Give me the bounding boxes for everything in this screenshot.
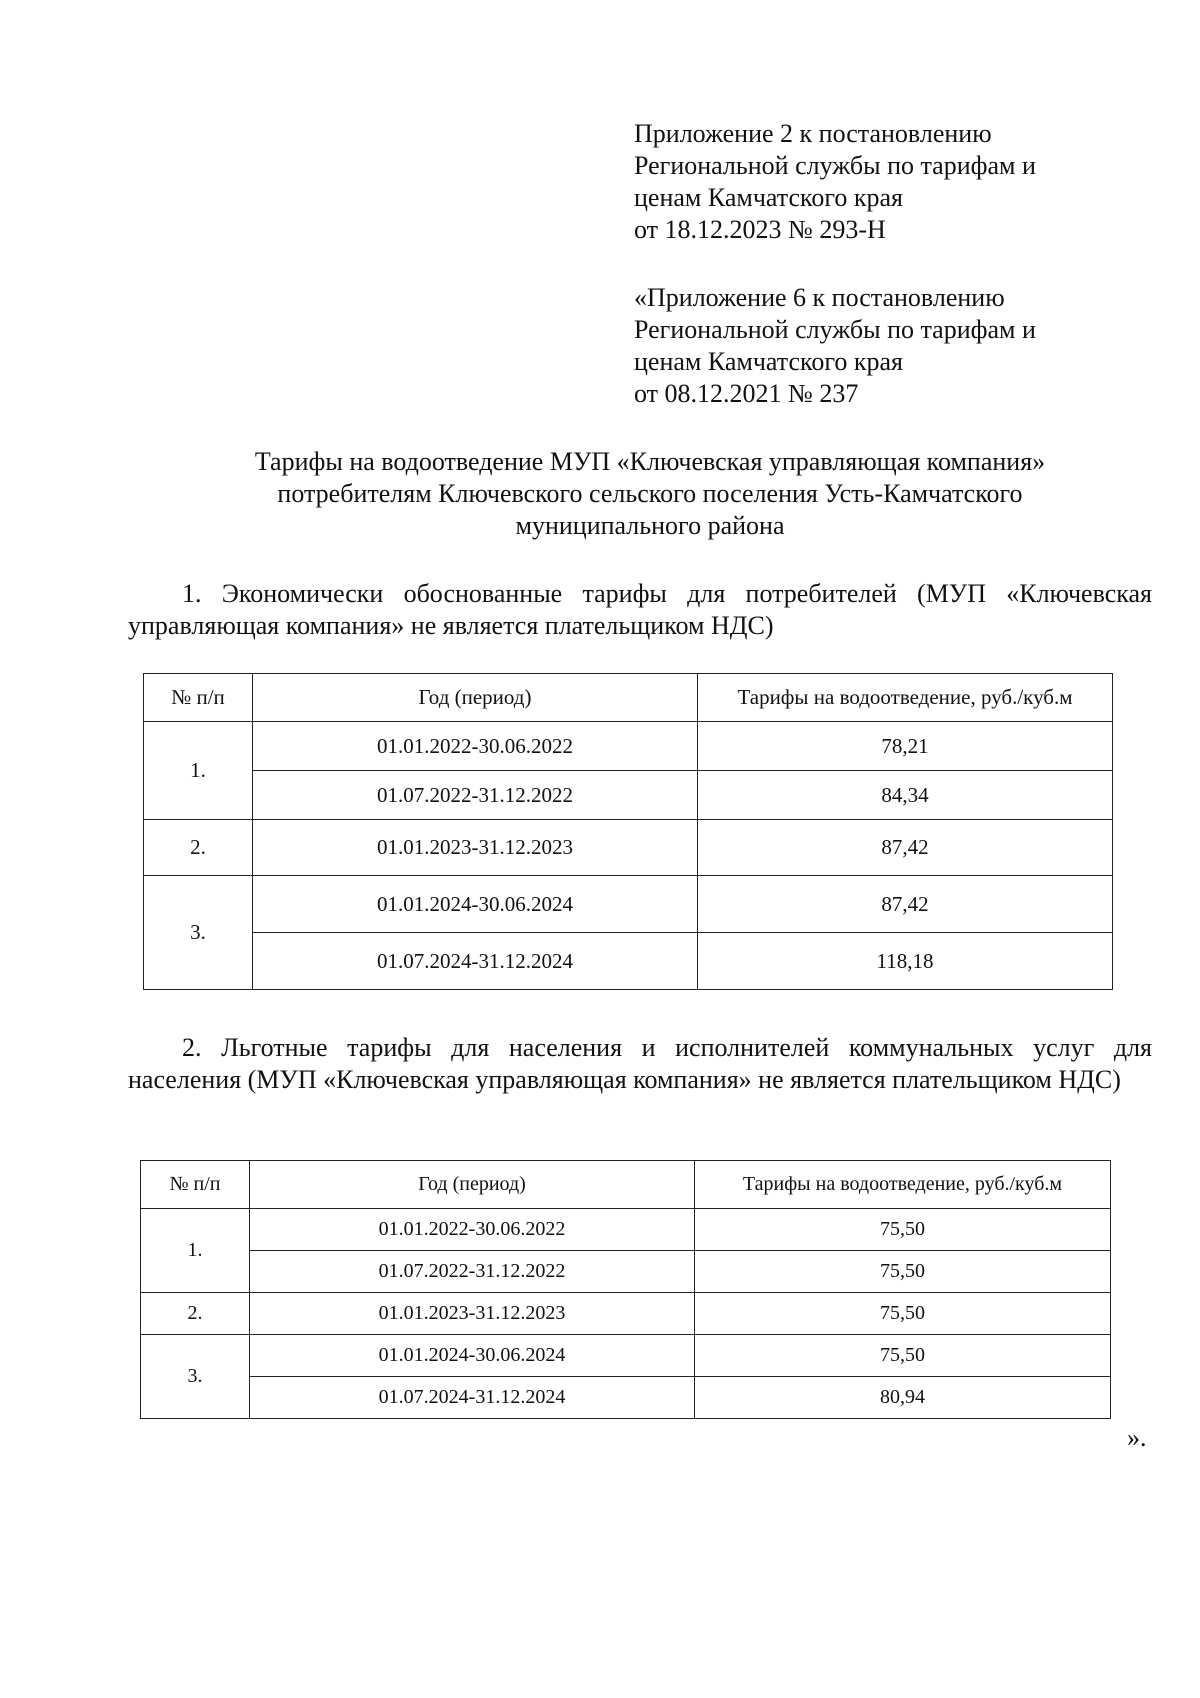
- table-row: [144, 876, 1113, 933]
- row-tariff: 75,50: [695, 1293, 1111, 1335]
- row-number: 2.: [144, 820, 253, 876]
- row-period: 01.01.2024-30.06.2024: [250, 1335, 695, 1377]
- row-tariff: 75,50: [695, 1209, 1111, 1251]
- row-tariff: 78,21: [698, 722, 1113, 771]
- title-line: потребителям Ключевского сельского поселения Усть-Камчатского: [277, 479, 1023, 508]
- header-tariff: Тарифы на водоотведение, руб./куб.м: [695, 1161, 1111, 1209]
- table-row: [144, 820, 1113, 876]
- table-row: [141, 1377, 1111, 1419]
- appendix-line: Региональной службы по тарифам и: [634, 151, 1036, 180]
- closing-quote: ».: [1127, 1423, 1147, 1452]
- row-period: 01.07.2022-31.12.2022: [250, 1251, 695, 1293]
- appendix-line: ценам Камчатского края: [634, 347, 903, 376]
- row-number: 1.: [144, 722, 253, 820]
- row-tariff: 87,42: [698, 876, 1113, 933]
- table-row: [144, 933, 1113, 990]
- table-row: [144, 771, 1113, 820]
- appendix-line: Региональной службы по тарифам и: [634, 315, 1036, 344]
- row-number: 3.: [144, 876, 253, 990]
- row-number: 2.: [141, 1293, 250, 1335]
- title-line: муниципального района: [515, 511, 785, 540]
- document-title: [130, 446, 1170, 542]
- row-period: 01.07.2024-31.12.2024: [253, 933, 698, 990]
- appendix-line: от 18.12.2023 № 293-Н: [634, 215, 886, 244]
- table-row: [141, 1293, 1111, 1335]
- header-number: № п/п: [141, 1161, 250, 1209]
- section-1-heading: 1. Экономически обоснованные тарифы для потребителей (МУП «Ключевская управляющая компания» не является плательщиком НДС): [128, 579, 1152, 640]
- table-row: [141, 1335, 1111, 1377]
- row-period: 01.01.2022-30.06.2022: [250, 1209, 695, 1251]
- appendix-line: от 08.12.2021 № 237: [634, 379, 859, 408]
- header-tariff: Тарифы на водоотведение, руб./куб.м: [698, 674, 1113, 722]
- amended-appendix-header: [634, 282, 1154, 410]
- appendix-header: [634, 118, 1154, 246]
- header-number: № п/п: [144, 674, 253, 722]
- row-tariff: 75,50: [695, 1335, 1111, 1377]
- row-period: 01.07.2022-31.12.2022: [253, 771, 698, 820]
- table-row: [144, 722, 1113, 771]
- appendix-line: «Приложение 6 к постановлению: [634, 283, 1005, 312]
- row-period: 01.01.2022-30.06.2022: [253, 722, 698, 771]
- row-period: 01.01.2023-31.12.2023: [250, 1293, 695, 1335]
- table-row: [141, 1251, 1111, 1293]
- section-2-heading: 2. Льготные тарифы для населения и исполнителей коммунальных услуг для населения (МУП «Ключевская управляющая компания» не является плательщиком НДС): [128, 1033, 1152, 1094]
- appendix-line: Приложение 2 к постановлению: [634, 119, 992, 148]
- table-header-row: [141, 1161, 1111, 1209]
- row-tariff: 80,94: [695, 1377, 1111, 1419]
- appendix-line: ценам Камчатского края: [634, 183, 903, 212]
- table-row: [141, 1209, 1111, 1251]
- row-tariff: 84,34: [698, 771, 1113, 820]
- row-number: 1.: [141, 1209, 250, 1293]
- header-period: Год (период): [253, 674, 698, 722]
- title-line: Тарифы на водоотведение МУП «Ключевская управляющая компания»: [254, 447, 1046, 476]
- row-tariff: 118,18: [698, 933, 1113, 990]
- header-period: Год (период): [250, 1161, 695, 1209]
- row-period: 01.01.2023-31.12.2023: [253, 820, 698, 876]
- preferential-tariffs-table: [140, 1160, 1111, 1419]
- economic-tariffs-table: [143, 673, 1113, 990]
- table-header-row: [144, 674, 1113, 722]
- row-tariff: 87,42: [698, 820, 1113, 876]
- row-tariff: 75,50: [695, 1251, 1111, 1293]
- row-period: 01.07.2024-31.12.2024: [250, 1377, 695, 1419]
- row-period: 01.01.2024-30.06.2024: [253, 876, 698, 933]
- row-number: 3.: [141, 1335, 250, 1419]
